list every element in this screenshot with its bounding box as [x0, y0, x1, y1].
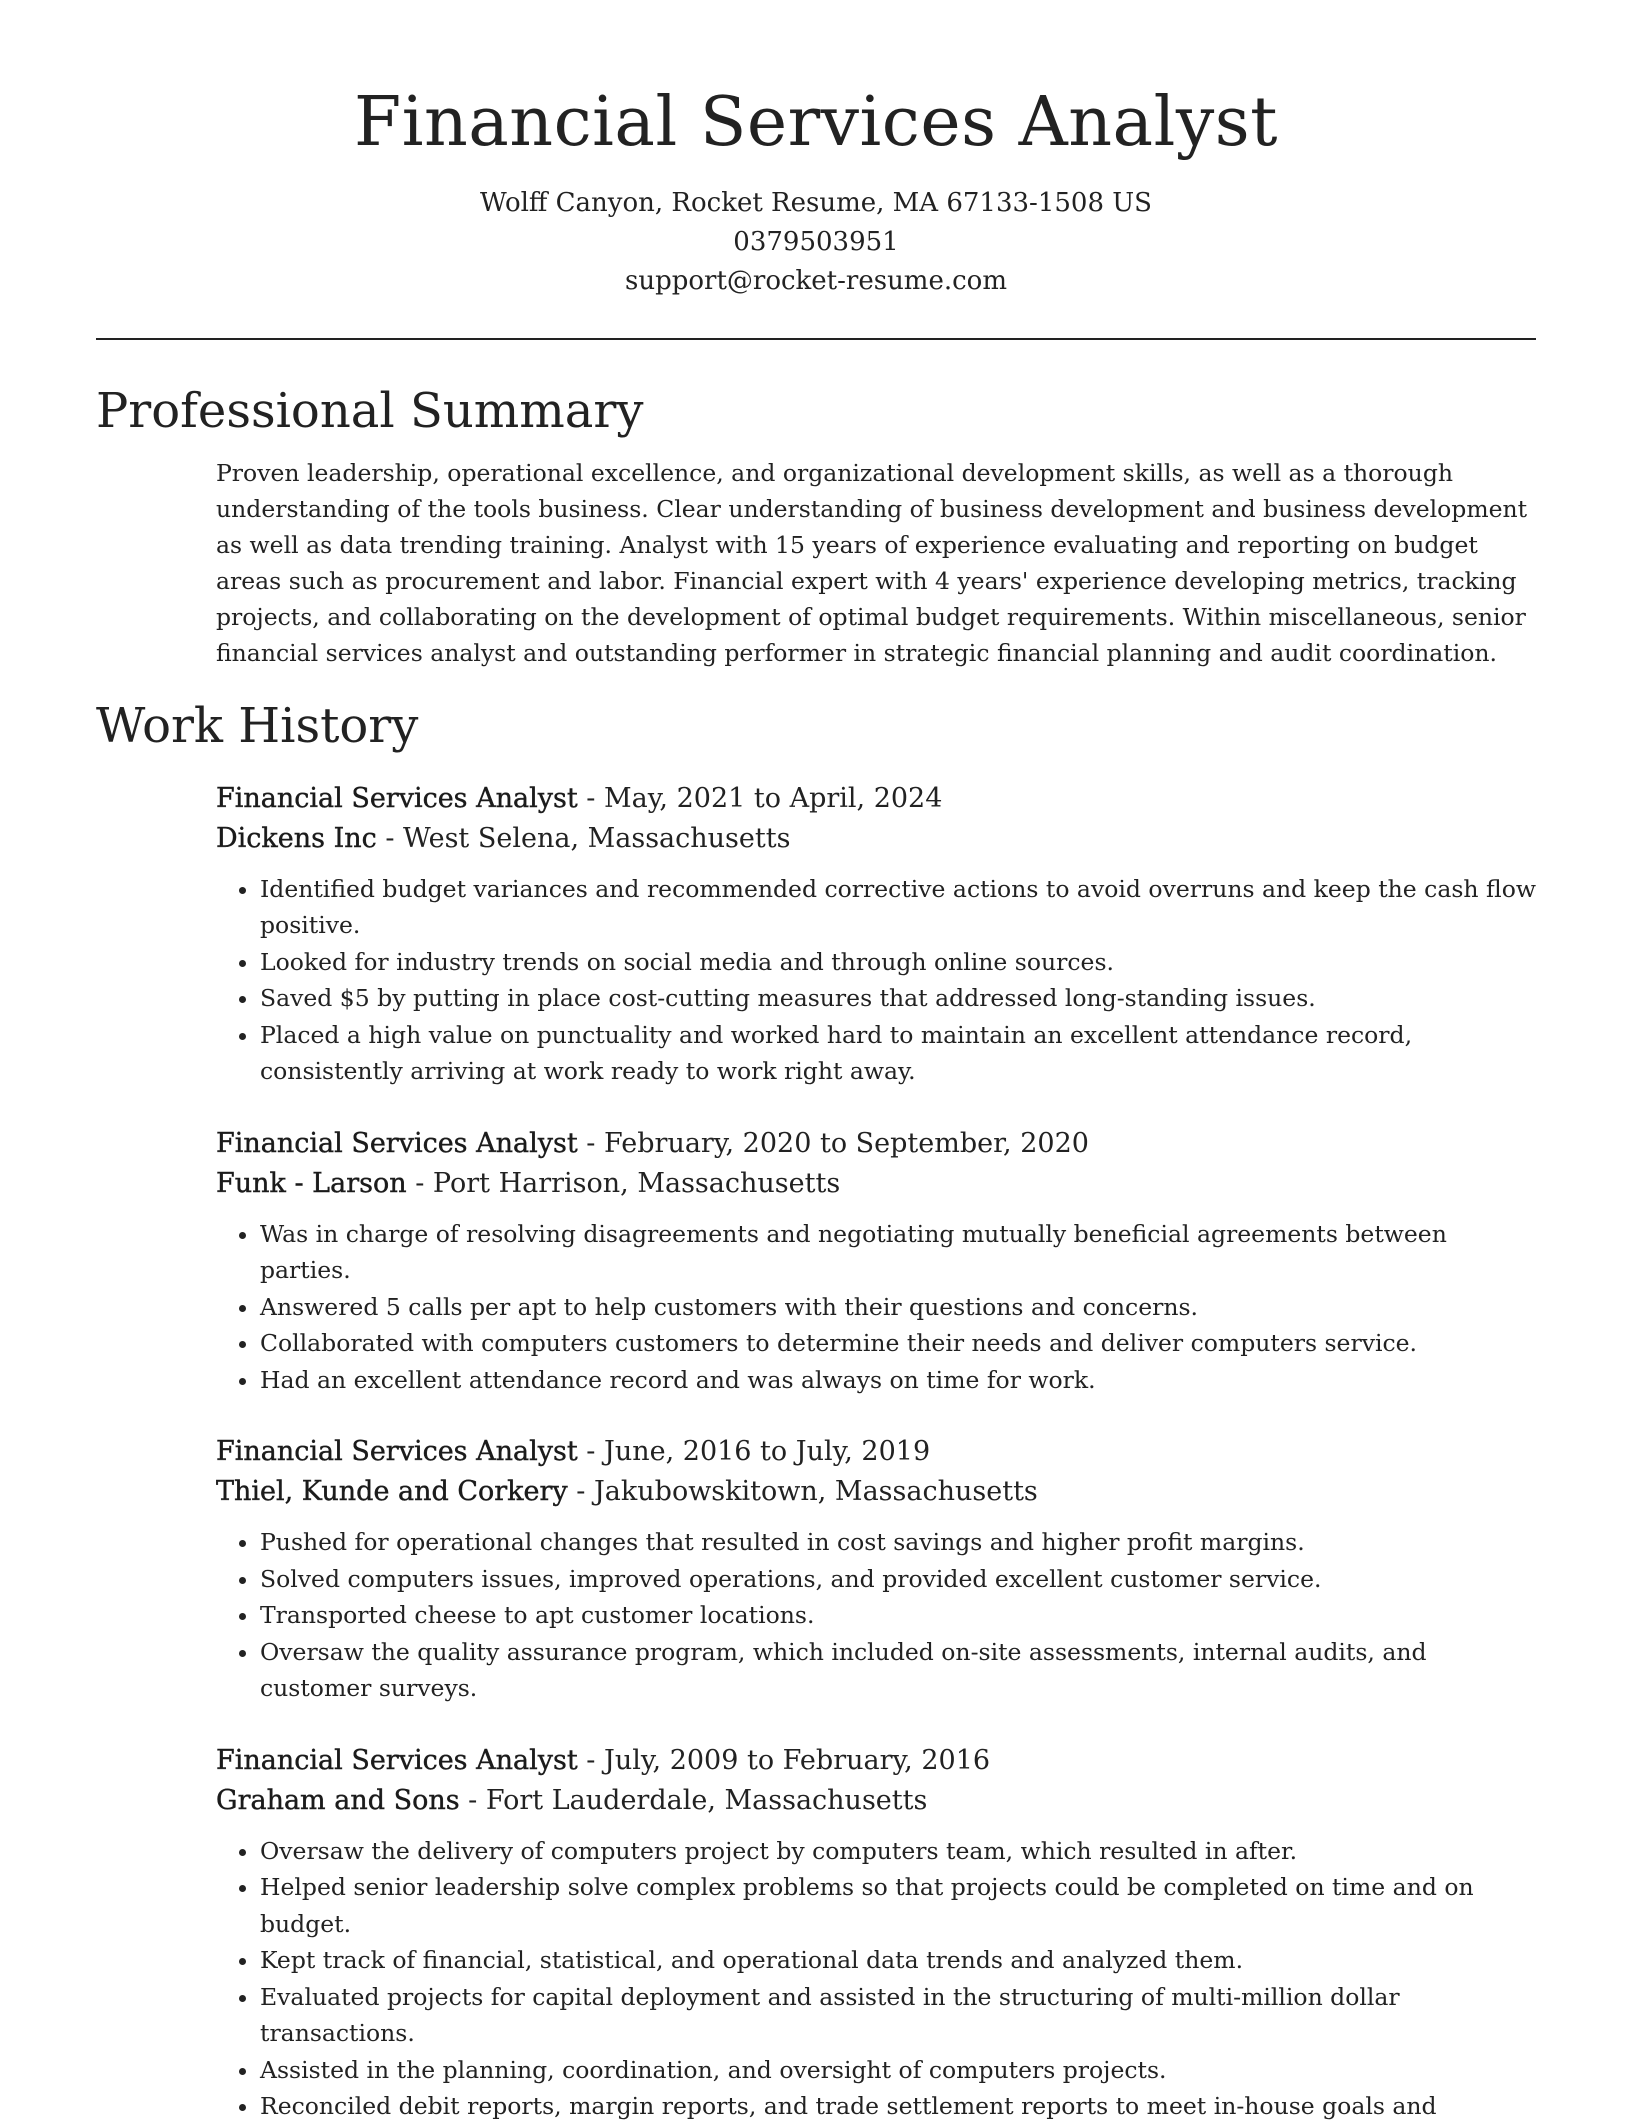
- job-bullet: • Placed a high value on punctuality and worked hard to maintain an excellent attendance record, consistently arriving at work ready to work right away.: [260, 1017, 1536, 1090]
- job-position: Financial Services Analyst: [216, 782, 578, 814]
- job-separator: -: [577, 1436, 605, 1468]
- job-separator: -: [577, 1127, 605, 1159]
- job-bullet: • Collaborated with computers customers to determine their needs and deliver computers service.: [260, 1325, 1536, 1362]
- job-title-line: [216, 1124, 1536, 1164]
- job-dates: May, 2021 to April, 2024: [604, 782, 943, 814]
- job-bullets: [216, 871, 1536, 1090]
- job-bullet: • Answered 5 calls per apt to help customers with their questions and concerns.: [260, 1289, 1536, 1326]
- job-bullets: [216, 1833, 1536, 2125]
- job-company-line: [216, 1472, 1536, 1512]
- job-bullet: • Was in charge of resolving disagreements and negotiating mutually beneficial agreements between parties.: [260, 1216, 1536, 1289]
- summary-heading: Professional Summary: [96, 383, 644, 440]
- job-bullet: • Oversaw the quality assurance program, which included on-site assessments, internal audits, and customer surveys.: [260, 1634, 1536, 1707]
- job-location: Fort Lauderdale, Massachusetts: [485, 1784, 928, 1816]
- job-separator: -: [577, 782, 605, 814]
- job-entry: [216, 1741, 1536, 2125]
- job-bullet: • Assisted in the planning, coordination, and oversight of computers projects.: [260, 2052, 1536, 2089]
- work-history-heading: Work History: [96, 698, 419, 755]
- job-location: Port Harrison, Massachusetts: [432, 1167, 841, 1199]
- job-dates: June, 2016 to July, 2019: [604, 1436, 931, 1468]
- job-bullets: [216, 1216, 1536, 1399]
- job-bullet: • Transported cheese to apt customer locations.: [260, 1597, 1536, 1634]
- candidate-name: Financial Services Analyst: [354, 83, 1278, 162]
- job-company: Dickens Inc: [216, 822, 377, 854]
- job-bullet: • Evaluated projects for capital deployment and assisted in the structuring of multi-million dollar transactions.: [260, 1979, 1536, 2052]
- job-bullet: • Pushed for operational changes that resulted in cost savings and higher profit margins.: [260, 1524, 1536, 1561]
- job-title-line: [216, 1741, 1536, 1781]
- job-bullet: • Saved $5 by putting in place cost-cutting measures that addressed long-standing issues.: [260, 980, 1536, 1017]
- job-entry: [216, 779, 1536, 1090]
- job-company-line: [216, 1164, 1536, 1204]
- job-separator: -: [567, 1476, 594, 1508]
- job-location: West Selena, Massachusetts: [403, 822, 791, 854]
- job-company: Thiel, Kunde and Corkery: [216, 1476, 568, 1508]
- job-bullet: • Had an excellent attendance record and was always on time for work.: [260, 1362, 1536, 1399]
- job-position: Financial Services Analyst: [216, 1436, 578, 1468]
- job-dates: July, 2009 to February, 2016: [604, 1744, 991, 1776]
- job-position: Financial Services Analyst: [216, 1744, 578, 1776]
- summary-text: Proven leadership, operational excellence, and organizational development skills, as well as a thorough understanding of the tools business. Clear understanding of business development and business development as well as data trending training. Analyst with 15 years of experience evaluating and reporting on budget areas such as procurement and labor. Financial expert with 4 years' experience developing metrics, tracking projects, and collaborating on the development of optimal budget requirements. Within miscellaneous, senior financial services analyst and outstanding performer in strategic financial planning and audit coordination.: [216, 459, 1528, 668]
- job-entry: [216, 1124, 1536, 1399]
- job-title-line: [216, 779, 1536, 819]
- job-bullet: • Solved computers issues, improved operations, and provided excellent customer service.: [260, 1561, 1536, 1598]
- contact-email: support@rocket-resume.com: [624, 266, 1007, 297]
- job-bullet: • Kept track of financial, statistical, and operational data trends and analyzed them.: [260, 1942, 1536, 1979]
- job-bullet: • Looked for industry trends on social media and through online sources.: [260, 944, 1536, 981]
- job-bullets: [216, 1524, 1536, 1707]
- job-separator: -: [459, 1784, 486, 1816]
- job-company: Graham and Sons: [216, 1784, 460, 1816]
- job-bullet: • Helped senior leadership solve complex problems so that projects could be completed on time and on budget.: [260, 1869, 1536, 1942]
- job-entry: [216, 1432, 1536, 1707]
- contact-address: Wolff Canyon, Rocket Resume, MA 67133-1508 US: [479, 188, 1152, 219]
- job-bullet: • Oversaw the delivery of computers project by computers team, which resulted in after.: [260, 1833, 1536, 1870]
- job-location: Jakubowskitown, Massachusetts: [593, 1476, 1038, 1508]
- job-dates: February, 2020 to September, 2020: [604, 1127, 1089, 1159]
- job-separator: -: [577, 1744, 605, 1776]
- header-divider: [96, 338, 1536, 340]
- job-company-line: [216, 1781, 1536, 1821]
- job-separator: -: [376, 822, 404, 854]
- job-bullet: • Reconciled debit reports, margin reports, and trade settlement reports to meet in-house goals and: [260, 2088, 1536, 2125]
- job-company: Funk - Larson: [216, 1167, 407, 1199]
- summary-section: [96, 455, 1536, 671]
- job-company-line: [216, 819, 1536, 859]
- job-title-line: [216, 1432, 1536, 1472]
- job-separator: -: [406, 1167, 433, 1199]
- contact-phone: 0379503951: [733, 227, 899, 258]
- work-history-section: [96, 779, 1536, 2125]
- job-position: Financial Services Analyst: [216, 1127, 578, 1159]
- job-bullet: • Identified budget variances and recommended corrective actions to avoid overruns and keep the cash flow positive.: [260, 871, 1536, 944]
- resume-header: [96, 0, 1536, 301]
- contact-info: [96, 184, 1536, 301]
